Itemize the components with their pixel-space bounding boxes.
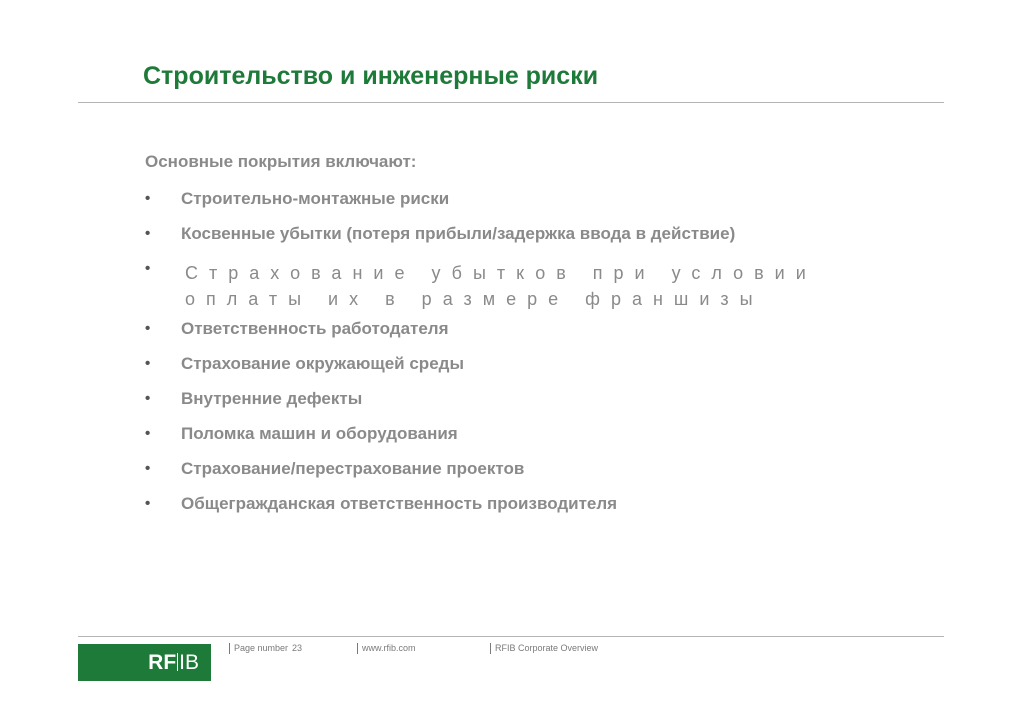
list-item-text: Страхование окружающей среды	[181, 354, 464, 373]
bullet-icon: •	[145, 355, 151, 372]
list-item-text: Косвенные убытки (потеря прибыли/задержка ввода в действие)	[181, 224, 736, 243]
list-item	[145, 188, 945, 223]
list-item-text: Страхование убытков при условии оплаты их в размере франшизы	[185, 263, 817, 309]
list-item-text: Общегражданская ответственность производителя	[181, 494, 618, 513]
footer-divider	[78, 636, 944, 637]
bullet-icon: •	[145, 190, 151, 207]
bullet-icon: •	[145, 320, 151, 337]
bullet-icon: •	[145, 425, 151, 442]
coverage-list	[145, 188, 945, 528]
list-item-text: Страхование/перестрахование проектов	[181, 459, 525, 478]
page-number-value: 23	[292, 643, 303, 653]
list-item	[145, 353, 945, 388]
list-item	[145, 458, 945, 493]
list-item	[145, 493, 945, 528]
bullet-icon: •	[145, 460, 151, 477]
footer-page-number	[229, 643, 302, 654]
logo-text-bold: RF	[148, 651, 177, 674]
footer-website: www.rfib.com	[357, 643, 416, 654]
bullet-icon: •	[145, 225, 151, 242]
list-item-text: Ответственность работодателя	[181, 319, 449, 338]
slide-title: Строительство и инженерные риски	[143, 62, 599, 90]
list-item	[145, 318, 945, 353]
list-item	[145, 388, 945, 423]
logo-separator	[177, 653, 178, 671]
bullet-icon: •	[145, 260, 151, 277]
rfib-logo	[78, 644, 211, 681]
list-item	[145, 258, 945, 318]
logo-wordmark	[148, 651, 199, 675]
page-number-label: Page number	[234, 643, 289, 653]
list-item-text: Внутренние дефекты	[181, 389, 363, 408]
logo-text-light: IB	[179, 651, 199, 674]
list-item-text: Строительно-монтажные риски	[181, 189, 450, 208]
bullet-icon: •	[145, 495, 151, 512]
list-item	[145, 423, 945, 458]
title-divider	[78, 102, 944, 103]
list-item	[145, 223, 945, 258]
list-item-text: Поломка машин и оборудования	[181, 424, 458, 443]
coverage-intro: Основные покрытия включают:	[145, 152, 417, 171]
footer-document-title: RFIB Corporate Overview	[490, 643, 598, 654]
bullet-icon: •	[145, 390, 151, 407]
